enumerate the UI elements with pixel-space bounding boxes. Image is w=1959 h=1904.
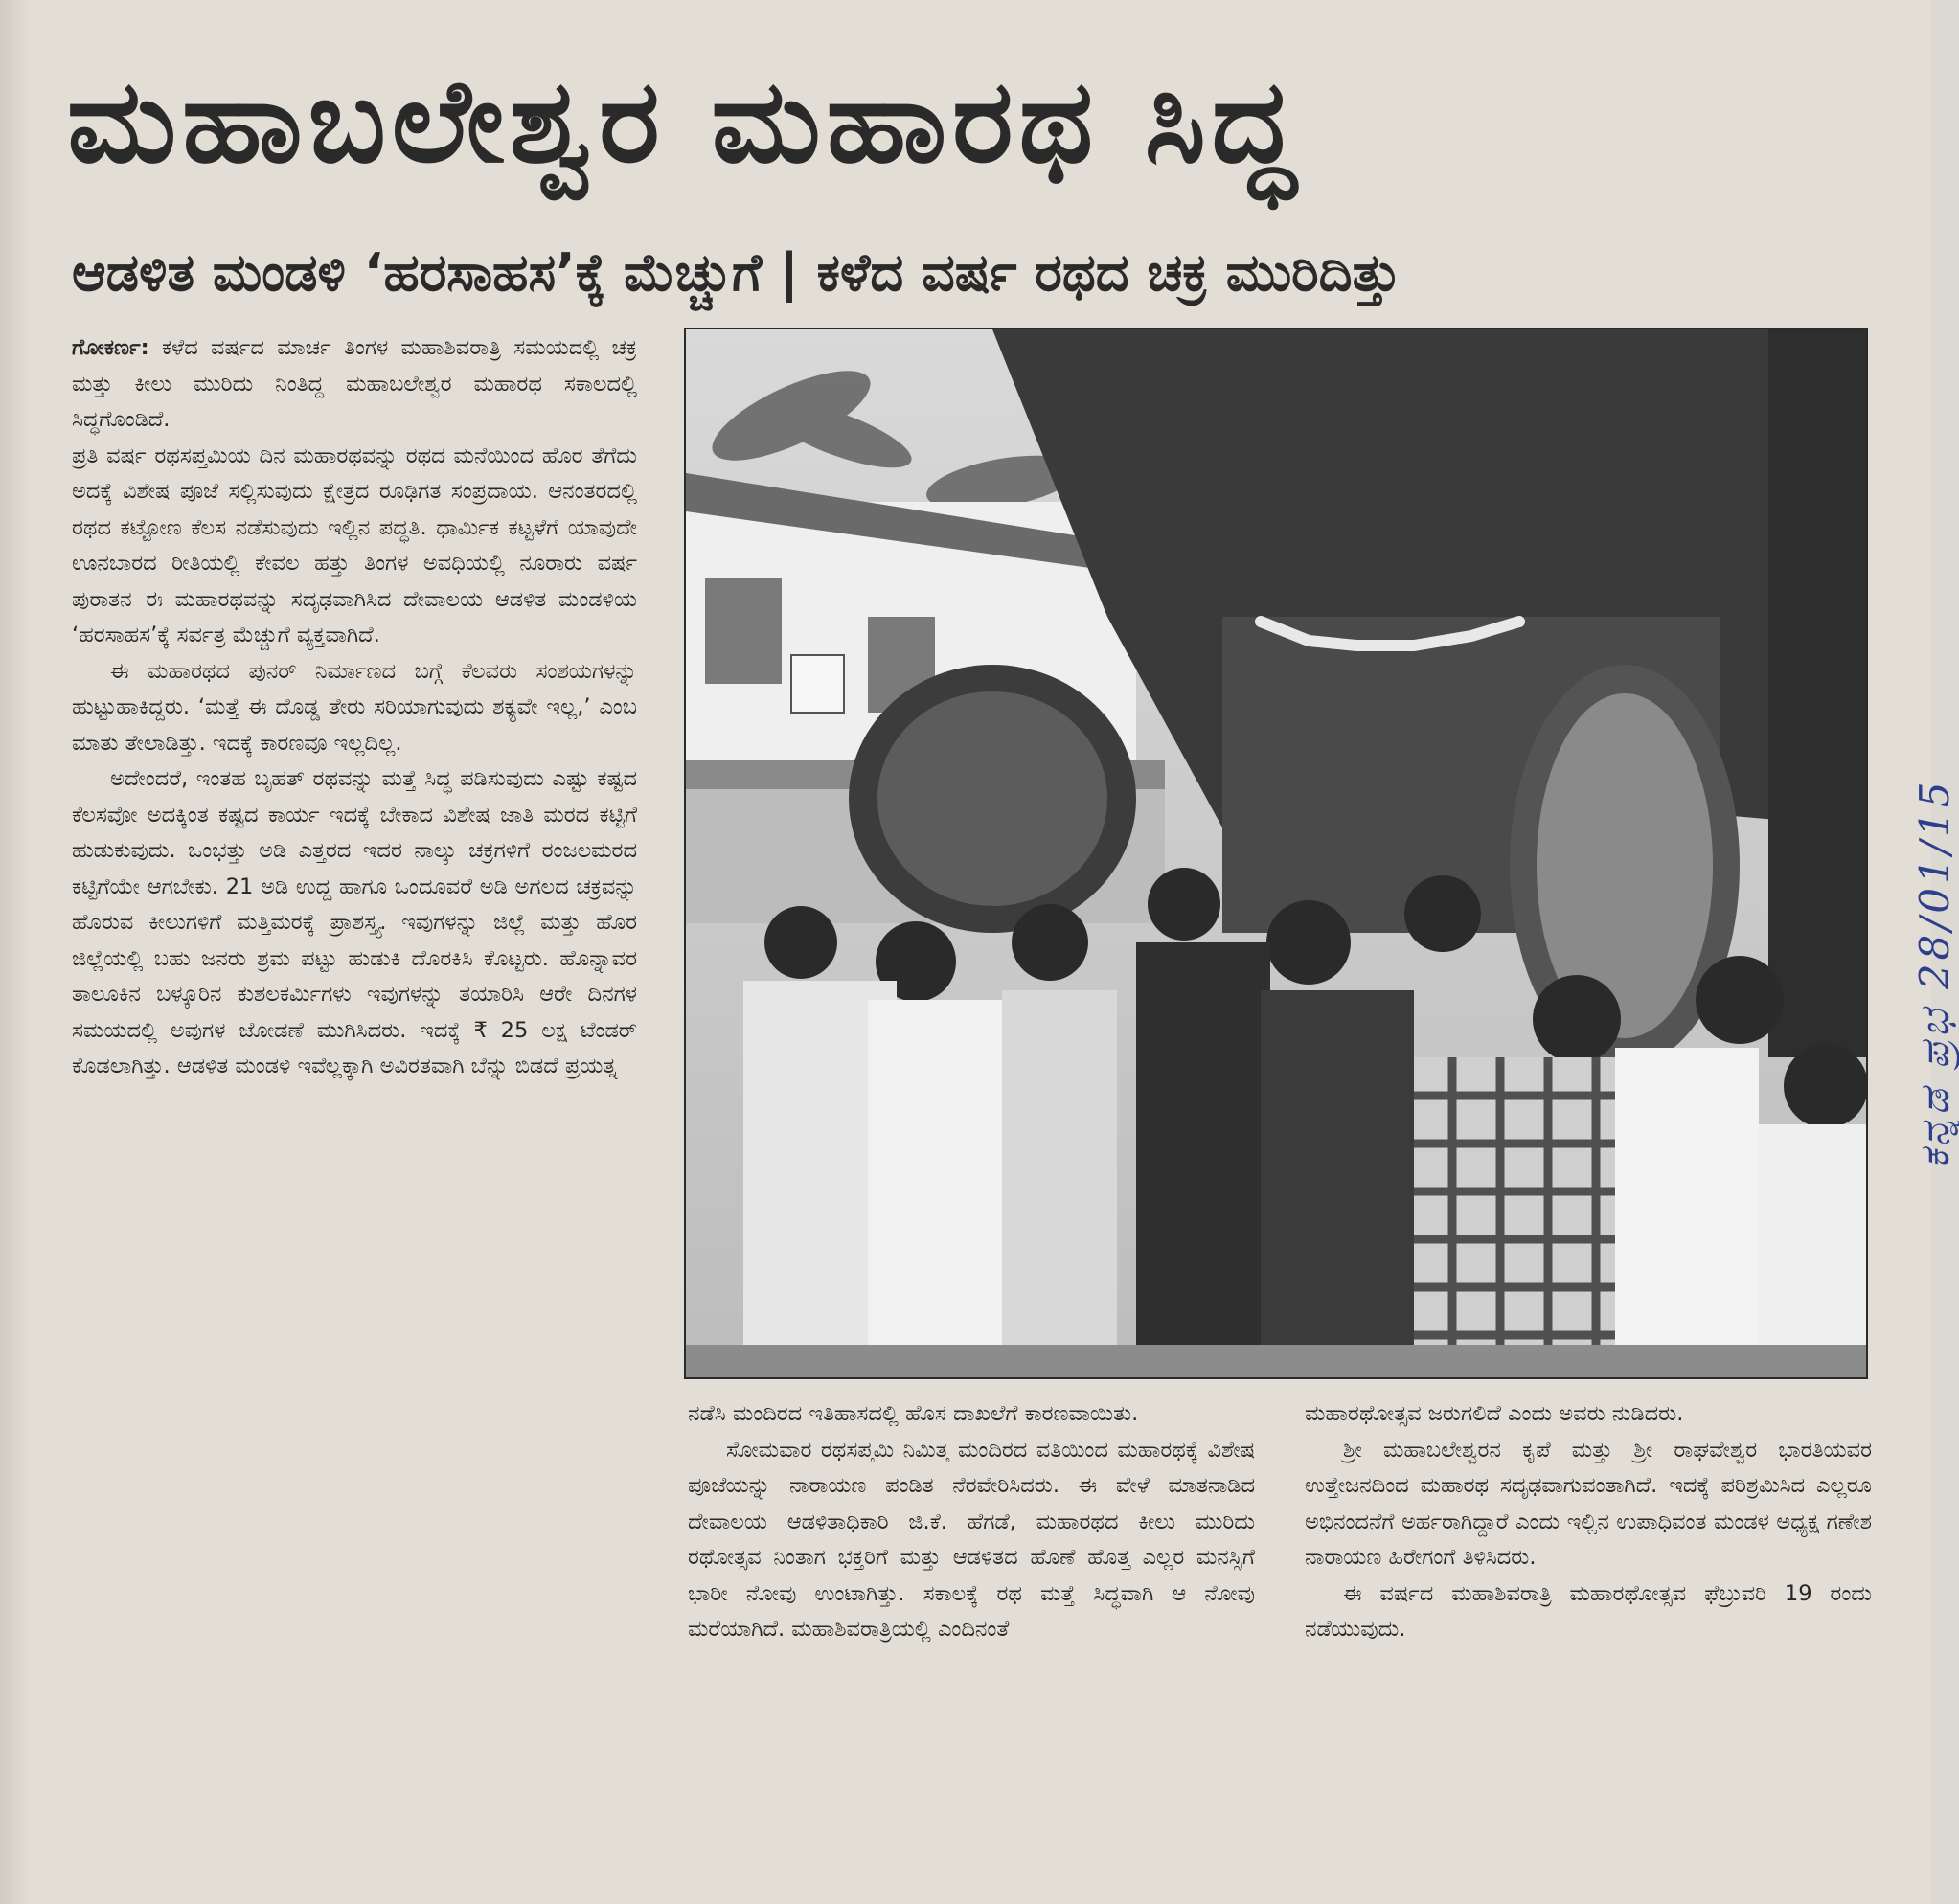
paragraph: ಸೋಮವಾರ ರಥಸಪ್ತಮಿ ನಿಮಿತ್ತ ಮಂದಿರದ ವತಿಯಿಂದ ಮಹಾರಥಕ್ಕೆ ವಿಶೇಷ ಪೂಜೆಯನ್ನು ನಾರಾಯಣ ಪಂಡಿತ ನೆರವೇರಿಸಿದರು. ಈ ವೇಳೆ ಮಾತನಾಡಿದ ದೇವಾಲಯ ಆಡಳಿತಾಧಿಕಾರಿ ಜಿ.ಕೆ. ಹೆಗಡೆ, ಮಹಾರಥದ ಕೀಲು ಮುರಿದು ರಥೋತ್ಸವ ನಿಂತಾಗ ಭಕ್ತರಿಗೆ ಮತ್ತು ಆಡಳಿತದ ಹೊಣೆ ಹೊತ್ತ ಎಲ್ಲರ ಮನಸ್ಸಿಗೆ ಭಾರೀ ನೋವು ಉಂಟಾಗಿತ್ತು. ಸಕಾಲಕ್ಕೆ ರಥ ಮತ್ತೆ ಸಿದ್ಧವಾಗಿ ಆ ನೋವು ಮರೆಯಾಗಿದೆ. ಮಹಾಶಿವರಾತ್ರಿಯಲ್ಲಿ ಎಂದಿನಂತೆ bbox=[688, 1437, 1255, 1642]
paragraph bbox=[72, 330, 637, 439]
paragraph: ಮಹಾರಥೋತ್ಸವ ಜರುಗಲಿದೆ ಎಂದು ಅವರು ನುಡಿದರು. bbox=[1305, 1401, 1684, 1426]
paragraph: ಈ ವರ್ಷದ ಮಹಾಶಿವರಾತ್ರಿ ಮಹಾರಥೋತ್ಸವ ಫೆಬ್ರುವರಿ 19 ರಂದು ನಡೆಯುವುದು. bbox=[1305, 1580, 1872, 1642]
photo-illustration bbox=[686, 329, 1866, 1377]
scan-edge-shadow bbox=[0, 0, 29, 1904]
paragraph: ಶ್ರೀ ಮಹಾಬಲೇಶ್ವರನ ಕೃಪೆ ಮತ್ತು ಶ್ರೀ ರಾಘವೇಶ್ವರ ಭಾರತಿಯವರ ಉತ್ತೇಜನದಿಂದ ಮಹಾರಥ ಸದೃಢವಾಗುವಂತಾಗಿದೆ. ಇದಕ್ಕೆ ಪರಿಶ್ರಮಿಸಿದ ಎಲ್ಲರೂ ಅಭಿನಂದನೆಗೆ ಅರ್ಹರಾಗಿದ್ದಾರೆ ಎಂದು ಇಲ್ಲಿನ ಉಪಾಧಿವಂತ ಮಂಡಳ ಅಧ್ಯಕ್ಷ ಗಣೇಶ ನಾರಾಯಣ ಹಿರೇಗಂಗೆ ತಿಳಿಸಿದರು. bbox=[1305, 1437, 1872, 1570]
handwritten-source-note bbox=[1868, 498, 1958, 1168]
news-photo-chariot bbox=[684, 328, 1868, 1379]
paragraph: ಪ್ರತಿ ವರ್ಷ ರಥಸಪ್ತಮಿಯ ದಿನ ಮಹಾರಥವನ್ನು ರಥದ ಮನೆಯಿಂದ ಹೊರ ತೆಗೆದು ಅದಕ್ಕೆ ವಿಶೇಷ ಪೂಜೆ ಸಲ್ಲಿಸುವುದು ಕ್ಷೇತ್ರದ ರೂಢಿಗತ ಸಂಪ್ರದಾಯ. ಆನಂತರದಲ್ಲಿ ರಥದ ಕಟ್ಟೋಣ ಕೆಲಸ ನಡೆಸುವುದು ಇಲ್ಲಿನ ಪದ್ಧತಿ. ಧಾರ್ಮಿಕ ಕಟ್ಟಳೆಗೆ ಯಾವುದೇ ಊನಬಾರದ ರೀತಿಯಲ್ಲಿ ಕೇವಲ ಹತ್ತು ತಿಂಗಳ ಅವಧಿಯಲ್ಲಿ ನೂರಾರು ವರ್ಷ ಪುರಾತನ ಈ ಮಹಾರಥವನ್ನು ಸದೃಢವಾಗಿಸಿದ ದೇವಾಲಯ ಆಡಳಿತ ಮಂಡಳಿಯ ‘ಹರಸಾಹಸ’ಕ್ಕೆ ಸರ್ವತ್ರ ಮೆಚ್ಚುಗೆ ವ್ಯಕ್ತವಾಗಿದೆ. bbox=[72, 442, 637, 647]
article-column-middle bbox=[688, 1396, 1255, 1875]
article-column-right bbox=[1305, 1396, 1872, 1875]
paragraph-text: ಕಳೆದ ವರ್ಷದ ಮಾರ್ಚ ತಿಂಗಳ ಮಹಾಶಿವರಾತ್ರಿ ಸಮಯದಲ್ಲಿ ಚಕ್ರ ಮತ್ತು ಕೀಲು ಮುರಿದು ನಿಂತಿದ್ದ ಮಹಾಬಲೇಶ್ವರ ಮಹಾರಥ ಸಕಾಲದಲ್ಲಿ ಸಿದ್ಧಗೊಂಡಿದೆ. bbox=[72, 335, 637, 432]
handwritten-text: ಕನ್ನಡ ಪ್ರಭ 28/01/15 bbox=[1911, 778, 1958, 1168]
dateline: ಗೋಕರ್ಣ: bbox=[72, 335, 149, 360]
paragraph: ಅದೇಂದರೆ, ಇಂತಹ ಬೃಹತ್ ರಥವನ್ನು ಮತ್ತೆ ಸಿದ್ಧ ಪಡಿಸುವುದು ಎಷ್ಟು ಕಷ್ಟದ ಕೆಲಸವೋ ಅದಕ್ಕಿಂತ ಕಷ್ಟದ ಕಾರ್ಯ ಇದಕ್ಕೆ ಬೇಕಾದ ವಿಶೇಷ ಜಾತಿ ಮರದ ಕಟ್ಟಿಗೆ ಹುಡುಕುವುದು. ಒಂಭತ್ತು ಅಡಿ ಎತ್ತರದ ಇದರ ನಾಲ್ಕು ಚಕ್ರಗಳಿಗೆ ರಂಜಲಮರದ ಕಟ್ಟಿಗೆಯೇ ಆಗಬೇಕು. 21 ಅಡಿ ಉದ್ದ ಹಾಗೂ ಒಂದೂವರೆ ಅಡಿ ಅಗಲದ ಚಕ್ರವನ್ನು ಹೊರುವ ಕೀಲುಗಳಿಗೆ ಮತ್ತಿಮರಕ್ಕೆ ಪ್ರಾಶಸ್ತ್ಯ. ಇವುಗಳನ್ನು ಜಿಲ್ಲೆ ಮತ್ತು ಹೊರ ಜಿಲ್ಲೆಯಲ್ಲಿ ಬಹು ಜನರು ಶ್ರಮ ಪಟ್ಟು ಹುಡುಕಿ ದೊರಕಿಸಿ ಕೊಟ್ಟರು. ಹೊನ್ನಾವರ ತಾಲೂಕಿನ ಬಳ್ಕೂರಿನ ಕುಶಲಕರ್ಮಿಗಳು ಇವುಗಳನ್ನು ತಯಾರಿಸಿ ಆರೇ ದಿನಗಳ ಸಮಯದಲ್ಲಿ ಅವುಗಳ ಜೋಡಣೆ ಮುಗಿಸಿದರು. ಇದಕ್ಕೆ ₹ 25 ಲಕ್ಷ ಟೆಂಡರ್ ಕೊಡಲಾಗಿತ್ತು. ಆಡಳಿತ ಮಂಡಳಿ ಇವೆಲ್ಲಕ್ಕಾಗಿ ಅವಿರತವಾಗಿ ಬೆನ್ನು ಬಿಡದೆ ಪ್ರಯತ್ನ bbox=[72, 766, 637, 1078]
headline: ಮಹಾಬಲೇಶ್ವರ ಮಹಾರಥ ಸಿದ್ಧ bbox=[67, 56, 1301, 189]
subheadline: ಆಡಳಿತ ಮಂಡಳಿ ‘ಹರಸಾಹಸ’ಕ್ಕೆ ಮೆಚ್ಚುಗೆ | ಕಳೆದ ವರ್ಷ ರಥದ ಚಕ್ರ ಮುರಿದಿತ್ತು bbox=[72, 242, 1401, 303]
paragraph: ಈ ಮಹಾರಥದ ಪುನರ್ ನಿರ್ಮಾಣದ ಬಗ್ಗೆ ಕೆಲವರು ಸಂಶಯಗಳನ್ನು ಹುಟ್ಟುಹಾಕಿದ್ದರು. ‘ಮತ್ತೆ ಈ ದೊಡ್ಡ ತೇರು ಸರಿಯಾಗುವುದು ಶಕ್ಯವೇ ಇಲ್ಲ,’ ಎಂಬ ಮಾತು ತೇಲಾಡಿತ್ತು. ಇದಕ್ಕೆ ಕಾರಣವೂ ಇಲ್ಲದಿಲ್ಲ. bbox=[72, 658, 637, 756]
paragraph: ನಡೆಸಿ ಮಂದಿರದ ಇತಿಹಾಸದಲ್ಲಿ ಹೊಸ ದಾಖಲೆಗೆ ಕಾರಣವಾಯಿತು. bbox=[688, 1401, 1139, 1426]
article-column-left bbox=[72, 330, 637, 1882]
